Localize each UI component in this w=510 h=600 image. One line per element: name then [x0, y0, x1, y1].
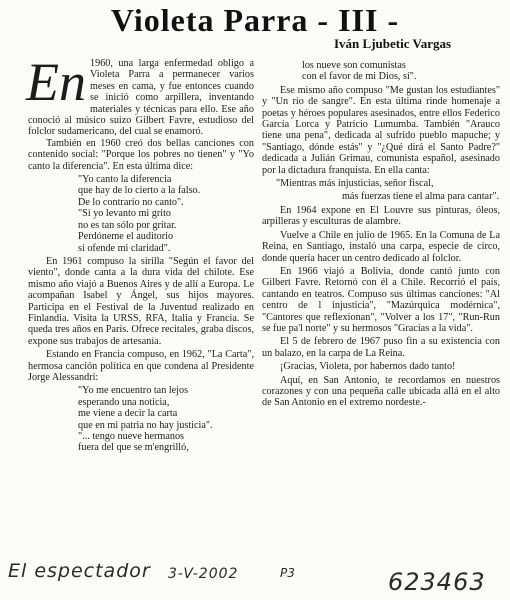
- verse-block-2: [78, 385, 254, 453]
- handwritten-page: P3: [280, 566, 295, 580]
- verse-line: esperando una noticia,: [78, 396, 170, 408]
- intro-text: 1960, una larga enfermedad obligo a Violeta Parra a permanecer varios meses en cama, y fue entonces cuando se inició como arpillera, inventando materiales y técnicas para ello. Ese año conoció al músico suizo Gilbert Favre, estudioso del folclor sudamericano, del cual se enamoró.: [28, 58, 254, 138]
- paragraph: En 1964 expone en El Louvre sus pinturas, óleos, arpilleras y esculturas de alambre.: [262, 204, 500, 228]
- paragraph: Aquí, en San Antonio, te recordamos en nuestros corazones y con una pequeña calle ubicada allá en el alto de San Antonio en el extremo nordeste.-: [262, 374, 500, 409]
- handwritten-source: El espectador: [8, 560, 151, 582]
- verse-line: "... tengo nueve hermanos: [78, 431, 185, 442]
- paragraph: También en 1960 creó dos bellas canciones con contenido social: "Porque los pobres no tienen" y "Yo canto la diferencia". En esta última dice:: [28, 137, 254, 172]
- paragraph: Ese mismo año compuso "Me gustan los estudiantes" y "Un río de sangre". En esta última rinde homenaje a poetas y héroes populares asesinados, entre ellos Federico García Lorca y Patricio Lumumba. También "Arauco tiene una pena", dedicada al sufrido pueblo mapuche; y "Santiago, dónde estás" y "¿Qué dirá el Santo Padre?" dedicada a Julián Grimau, comunista español, asesinado por la dictadura franquista. En ella canta:: [262, 84, 500, 176]
- verse-line: me viene a decir la carta: [78, 408, 178, 420]
- paragraph: Estando en Francia compuso, en 1962, "La Carta", hermosa canción política en que condena al Presidente Jorge Alessandri:: [28, 349, 254, 383]
- paragraph: ¡Gracias, Violeta, por habernos dado tanto!: [280, 361, 456, 373]
- verse-line: los nueve son comunistas: [302, 60, 406, 71]
- article-title: Violeta Parra - III -: [110, 2, 400, 38]
- verse-line: De lo contrario no canto".: [78, 196, 184, 208]
- article-author: Iván Ljubetic Vargas: [334, 36, 452, 51]
- verse-line: Perdóneme el auditorio: [78, 231, 174, 243]
- verse-line: que en mi patria no hay justicia".: [78, 419, 213, 431]
- verse-continuation: [302, 60, 500, 83]
- handwritten-document-number: 623463: [388, 568, 486, 596]
- paragraph: Vuelve a Chile en julio de 1965. En la Comuna de La Reina, en Santiago, instaló una carpa, especie de circo, donde quería hacer un centro dedicado al folclor.: [262, 229, 500, 264]
- paragraph: En 1966 viajó a Bolivia, donde cantó junto con Gilbert Favre. Retornó con él a Chile. Recorrió el país, cantando en teatros. Compuso sus últimas canciones: "Al centro de l injusticia", "Mazúrquica modérnica", "Cantores que reflexionan", "Volver a los 17", "Run-Run se fue pa'l norte" y su hermosos "Gracias a la vida".: [262, 265, 500, 334]
- intro-paragraph: [26, 52, 254, 138]
- verse-line: con el favor de mi Dios, sí".: [302, 71, 417, 83]
- verse-line: más fuerzas tiene el alma para cantar".: [342, 191, 500, 203]
- verse-line: fuera del que se m'engrilló,: [78, 442, 189, 454]
- handwritten-date: 3-V-2002: [168, 566, 239, 582]
- verse-line: que hay de lo cierto a la falso.: [78, 185, 201, 197]
- left-column: [26, 52, 254, 456]
- verse-block-1: [78, 174, 254, 254]
- paragraph: En 1961 compuso la sirilla "Según el favor del viento", donde canta a la dura vida del chilote. Ese mismo año viajó a Buenos Aires y de allí a Europa. Le acompañan Isabel y Ángel, sus hijos mayores. Participa en el Festival de la Juventud realizado en Finlandia. Visita la URSS, RFA, Italia y Francia. Se queda tres años en París. Ofrece recitales, graba discos, expone sus trabajos de artesanía.: [28, 255, 254, 347]
- right-column: [262, 58, 500, 409]
- verse-line: no es tan sólo por gritar.: [78, 219, 177, 231]
- verse-line: si ofende mi claridad".: [78, 242, 171, 254]
- verse-line: "Si yo levanto mi grito: [78, 208, 172, 220]
- drop-cap: En: [26, 52, 86, 112]
- verse-line: "Yo canto la diferencia: [78, 174, 172, 186]
- verse-line: "Mientras más injusticias, señor fiscal,: [276, 178, 434, 190]
- paragraph: El 5 de febrero de 1967 puso fin a su existencia con un balazo, en la carpa de La Reina.: [262, 336, 500, 359]
- verse-line: "Yo me encuentro tan lejos: [78, 385, 189, 397]
